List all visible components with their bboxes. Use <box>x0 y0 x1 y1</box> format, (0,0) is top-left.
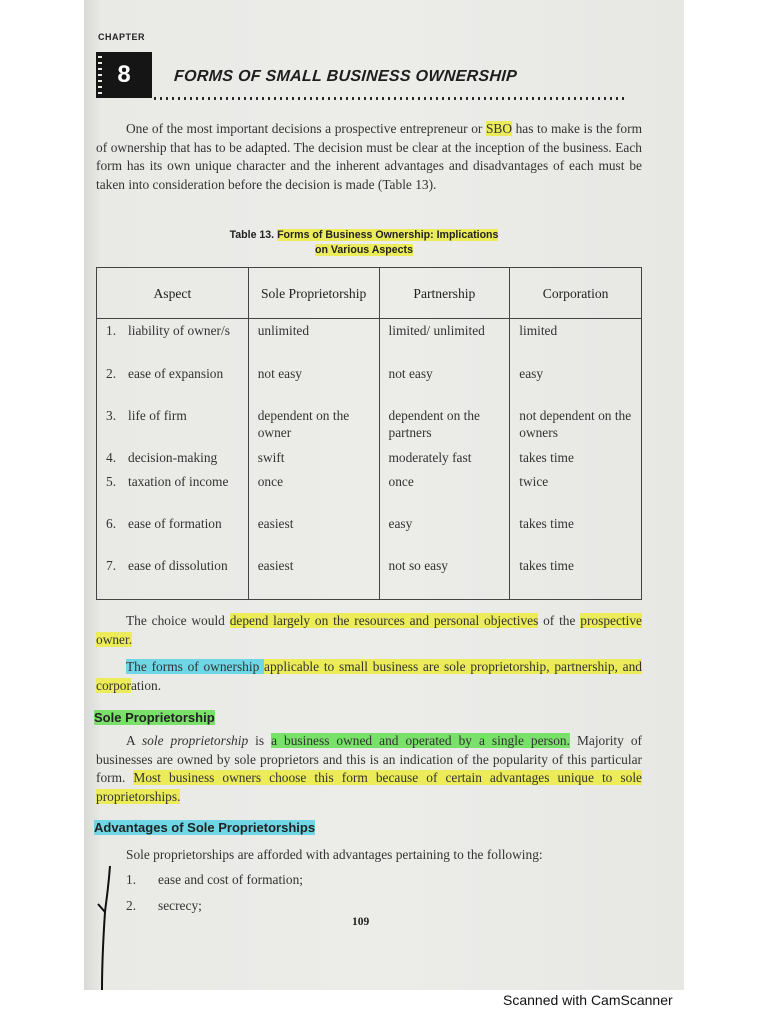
camscanner-watermark: Scanned with CamScanner <box>503 992 673 1008</box>
sole-term: sole proprietorship <box>141 733 249 748</box>
sole-proprietorship-paragraph <box>96 732 642 806</box>
corporation-cell: limited <box>510 319 642 362</box>
chapter-title: FORMS OF SMALL BUSINESS OWNERSHIP <box>173 68 518 85</box>
sole-text-3: Majority of businesses are owned by sole proprietors and this is an indication of the popularity of this particular form. <box>96 733 642 785</box>
intro-text-1: One of the most important decisions a prospective entrepreneur or <box>126 121 486 136</box>
table-caption-line1: Forms of Business Ownership: Implications <box>277 229 499 241</box>
scanned-book-page <box>84 0 684 990</box>
intro-paragraph <box>96 120 642 194</box>
aspect-text: liability of owner/s <box>128 323 230 338</box>
sole-advantages-highlight: Most business owners choose this form because of certain advantages unique to sole proprietorships. <box>96 770 642 804</box>
chapter-label: CHAPTER <box>98 32 146 42</box>
chapter-badge-dots <box>98 56 102 96</box>
intro-text-2: has to make is the form of ownership that has to be adapted. The decision must be clear at the inception of the business. Each form has its own unique character and the inherent advantages and disadvantages of each must be taken into consideration before the decision is made (Table 13). <box>96 121 642 192</box>
aspect-text: taxation of income <box>128 473 229 489</box>
aspect-text: ease of dissolution <box>128 557 228 573</box>
list-item <box>126 872 303 888</box>
forms-highlight-yellow: applicable to small business are sole proprietorship, partnership, and corpor <box>96 659 642 693</box>
row-number: 5. <box>106 473 117 489</box>
list-text: ease and cost of formation; <box>158 872 304 887</box>
title-dotted-rule <box>154 97 626 100</box>
choice-highlight: depend largely on the resources and personal objectives <box>229 613 539 628</box>
advantages-heading <box>94 820 315 835</box>
corporation-cell: takes time <box>510 512 642 554</box>
list-number: 2. <box>126 898 137 913</box>
forms-text-end: ation. <box>130 677 162 693</box>
table-row <box>97 362 642 404</box>
table-row <box>97 446 642 470</box>
aspect-cell <box>97 554 249 600</box>
row-number: 4. <box>106 449 117 465</box>
aspect-cell <box>97 404 249 446</box>
partnership-cell: not so easy <box>379 554 510 600</box>
corporation-cell: twice <box>510 470 642 512</box>
row-number: 6. <box>106 515 117 531</box>
aspect-text: decision-making <box>128 449 218 465</box>
partnership-cell: limited/ unlimited <box>379 319 510 362</box>
partnership-cell: moderately fast <box>379 446 510 470</box>
sole-cell: dependent on the owner <box>248 404 379 446</box>
sole-heading-text: Sole Proprietorship <box>94 710 215 725</box>
choice-text-1: The choice would <box>126 613 230 628</box>
sole-cell: easiest <box>248 554 379 600</box>
advantages-intro-text: Sole proprietorships are afforded with advantages pertaining to the following: <box>126 847 543 862</box>
corporation-cell: not dependent on the owners <box>510 404 642 446</box>
table-row <box>97 554 642 600</box>
row-number: 2. <box>106 365 117 381</box>
sole-definition-highlight: a business owned and operated by a single person. <box>271 733 570 748</box>
corporation-cell: easy <box>510 362 642 404</box>
forms-highlight-cyan: The forms of ownership <box>126 659 265 674</box>
advantages-heading-text: Advantages of Sole Proprietorships <box>94 820 316 835</box>
aspect-cell <box>97 362 249 404</box>
sole-cell: not easy <box>248 362 379 404</box>
sole-proprietorship-heading <box>94 710 215 725</box>
sole-cell: easiest <box>248 512 379 554</box>
pen-bracket-mark <box>90 862 118 990</box>
corporation-cell: takes time <box>510 446 642 470</box>
header-corporation: Corporation <box>510 268 642 319</box>
partnership-cell: dependent on the partners <box>379 404 510 446</box>
advantages-intro <box>96 846 642 865</box>
sbo-highlight: SBO <box>485 121 512 136</box>
sole-text-1: A <box>126 733 142 748</box>
sole-cell: unlimited <box>248 319 379 362</box>
list-text: secrecy; <box>158 898 202 913</box>
aspect-text: ease of expansion <box>128 365 224 381</box>
aspect-cell <box>97 319 249 362</box>
table-row <box>97 470 642 512</box>
row-number: 3. <box>106 407 117 423</box>
header-partnership: Partnership <box>379 268 510 319</box>
header-aspect: Aspect <box>97 268 249 319</box>
table-caption-prefix: Table 13. <box>229 229 278 241</box>
header-sole-proprietorship: Sole Proprietorship <box>248 268 379 319</box>
table-row <box>97 319 642 362</box>
table-row <box>97 404 642 446</box>
sole-cell: once <box>248 470 379 512</box>
partnership-cell: not easy <box>379 362 510 404</box>
choice-paragraph <box>96 612 642 649</box>
table-caption-line2: on Various Aspects <box>315 244 413 256</box>
aspect-cell <box>97 446 249 470</box>
partnership-cell: once <box>379 470 510 512</box>
list-number: 1. <box>126 872 137 887</box>
aspect-cell <box>97 512 249 554</box>
page-number: 109 <box>352 916 370 928</box>
table-row <box>97 512 642 554</box>
corporation-cell: takes time <box>510 554 642 600</box>
sole-cell: swift <box>248 446 379 470</box>
list-item <box>126 898 202 914</box>
partnership-cell: easy <box>379 512 510 554</box>
aspect-cell <box>97 470 249 512</box>
chapter-number-badge: 8 <box>96 52 152 98</box>
sole-text-2: is <box>248 733 272 748</box>
aspect-text: life of firm <box>128 407 187 423</box>
table-caption <box>104 228 624 258</box>
table-header-row <box>97 268 642 319</box>
row-number: 1. <box>106 323 117 338</box>
choice-highlight-2: prospective owner. <box>96 613 642 647</box>
forms-paragraph <box>96 658 642 695</box>
choice-text-2: of the <box>538 613 581 628</box>
aspect-text: ease of formation <box>128 515 222 531</box>
ownership-forms-table <box>96 267 642 600</box>
row-number: 7. <box>106 557 117 573</box>
